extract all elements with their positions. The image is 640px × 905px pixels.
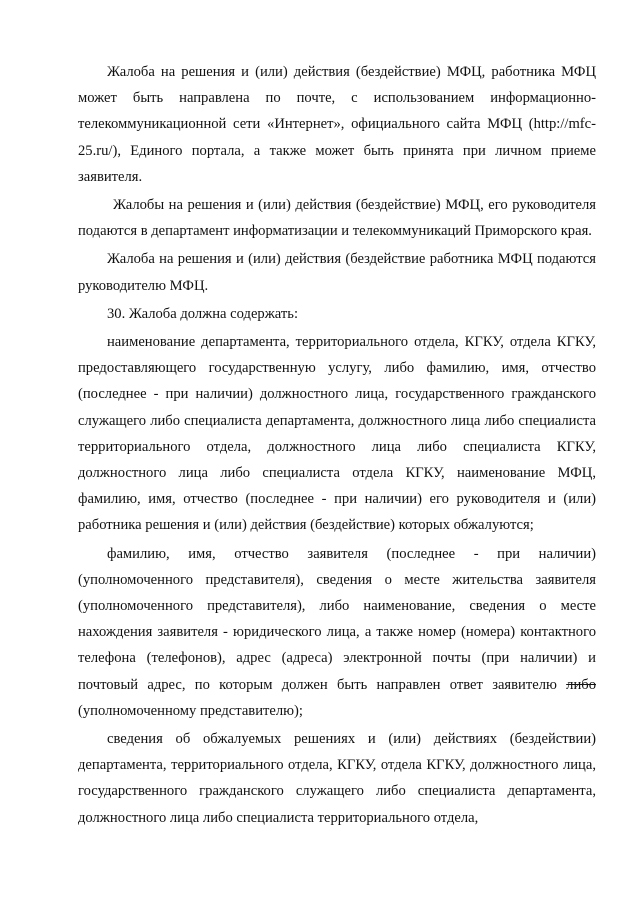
- document-page: [78, 59, 596, 833]
- paragraph-complaint-mfc-head: Жалобы на решения и (или) действия (бездействие) МФЦ, его руководителя подаются в департамент информатизации и телекоммуникаций Приморского края.: [78, 197, 596, 240]
- paragraph-appealed-decisions: сведения об обжалуемых решениях и (или) действиях (бездействии) департамента, территориального отдела, КГКУ, отдела КГКУ, должностного лица, государственного гражданского служащего либо специалиста департамента, должностного лица либо специалиста территориального отдела,: [78, 731, 596, 826]
- paragraph-applicant-details: [78, 541, 596, 724]
- paragraph-complaint-mfc-channels: Жалоба на решения и (или) действия (бездействие) МФЦ, работника МФЦ может быть направлена по почте, с использованием информационно-телекоммуникационной сети «Интернет», официального сайта МФЦ (http://mfc-25.ru/), Единого портала, а также может быть принята при личном приеме заявителя.: [78, 64, 596, 185]
- struck-word: либо: [566, 676, 596, 693]
- applicant-details-text-end: (уполномоченному представителю);: [78, 702, 303, 719]
- paragraph-department-name: наименование департамента, территориального отдела, КГКУ, отдела КГКУ, предоставляющего государственную услугу, либо фамилию, имя, отчество (последнее - при наличии) должностного лица, государственного гражданского служащего либо специалиста департамента, должностного лица либо специалиста территориального отдела, должностного лица либо специалиста КГКУ, должностного лица либо специалиста отдела КГКУ, наименование МФЦ, фамилию, имя, отчество (последнее - при наличии) его руководителя и (или) работника решения и (или) действия (бездействие) которых обжалуются;: [78, 334, 596, 534]
- paragraph-complaint-mfc-worker: Жалоба на решения и (или) действия (бездействие работника МФЦ подаются руководителю МФЦ.: [78, 251, 596, 294]
- applicant-details-text: фамилию, имя, отчество заявителя (последнее - при наличии) (уполномоченного представителя), сведения о месте жительства заявителя (уполномоченного представителя), либо наименование, сведения о месте нахождения заявителя - юридического лица, а также номер (номера) контактного телефона (телефонов), адрес (адреса) электронной почты (при наличии) и почтовый адрес, по которым должен быть направлен ответ заявителю: [78, 545, 596, 693]
- paragraph-item-30: 30. Жалоба должна содержать:: [107, 305, 298, 322]
